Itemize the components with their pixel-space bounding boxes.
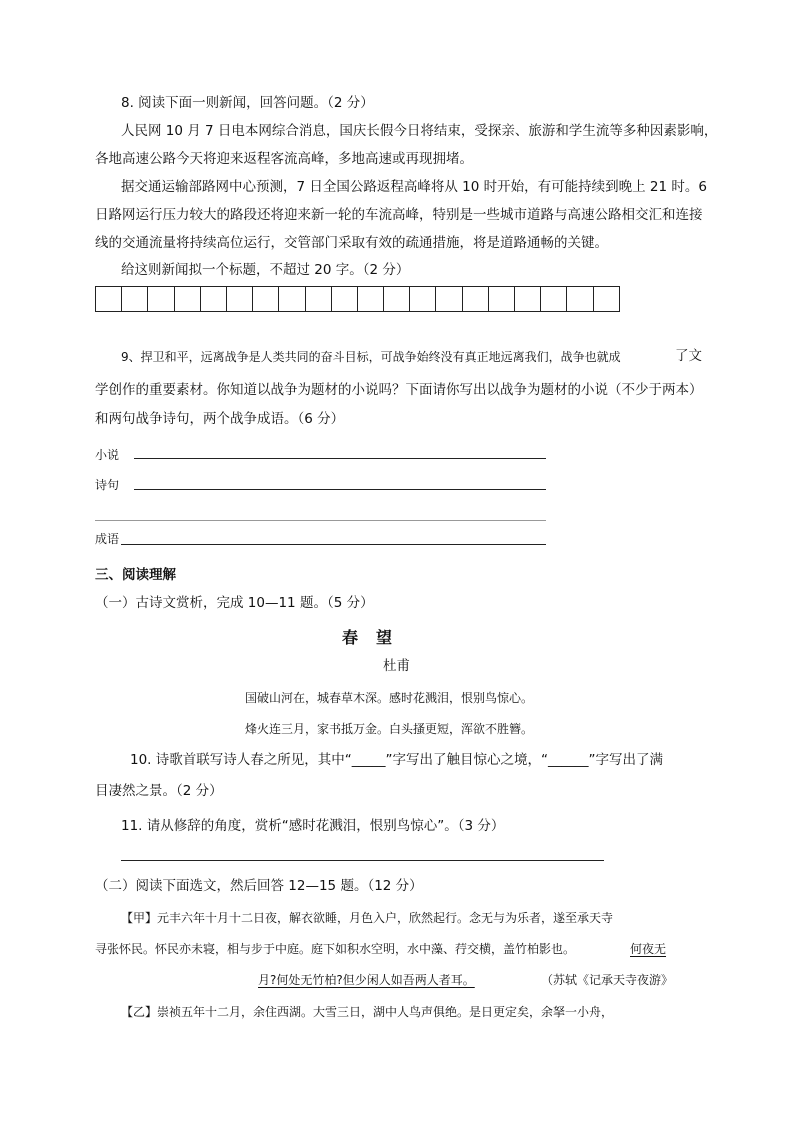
answer-box[interactable] [436,286,462,312]
answer-box[interactable] [384,286,410,312]
answer-box[interactable] [175,286,201,312]
q8-news-p1-line1: 人民网 10 月 7 日电本网综合消息，国庆长假今日将结束，受探亲、旅游和学生流等多种因素影响， [121,123,718,139]
q9-idiom-answer-line[interactable] [121,544,546,545]
q11-answer-line[interactable] [121,860,604,861]
jia-line3: 月?何处无竹柏?但少闲人如吾两人者耳。 [258,973,475,987]
q9-line3: 和两句战争诗句，两个战争成语。（6 分） [95,411,345,427]
q9-line1-tail: 了文 [675,348,702,364]
answer-box[interactable] [567,286,593,312]
answer-box[interactable] [594,286,620,312]
q8-news-p1-line2: 各地高速公路今天将迎来返程客流高峰，多地高速或再现拥堵。 [95,151,473,167]
jia-line2: 寻张怀民。怀民亦未寝，相与步于中庭。庭下如积水空明，水中藻、荇交横，盖竹柏影也。 [95,942,576,956]
poem-title: 春望 [342,628,411,647]
answer-box[interactable] [332,286,358,312]
q9-novel-answer-line[interactable] [134,458,546,459]
answer-box[interactable] [201,286,227,312]
jia-source: （苏轼《记承天寺夜游》 [541,973,674,987]
answer-box[interactable] [279,286,305,312]
q9-line1: 9、捍卫和平，远离战争是人类共同的奋斗目标，可战争始终没有真正地远离我们，战争也就成 [121,350,621,364]
q9-line2: 学创作的重要素材。你知道以战争为题材的小说吗？下面请你写出以战争为题材的小说（不少于两本） [95,382,703,398]
answer-box[interactable] [410,286,436,312]
answer-box[interactable] [253,286,279,312]
q11: 11. 请从修辞的角度，赏析“感时花溅泪，恨别鸟惊心”。（3 分） [121,818,505,834]
answer-box[interactable] [227,286,253,312]
q10-line1: 10. 诗歌首联写诗人春之所见，其中“_____”字写出了触目惊心之境，“______”字写出了满 [130,752,663,768]
q8-task: 给这则新闻拟一个标题，不超过 20 字。（2 分） [121,262,410,278]
poem-line2: 烽火连三月，家书抵万金。白头搔更短，浑欲不胜簪。 [245,722,534,736]
q9-extra-answer-line[interactable] [95,520,546,521]
jia-line1: 【甲】元丰六年十月十二日夜，解衣欲睡，月色入户，欣然起行。念无与为乐者，遂至承天寺 [121,911,614,925]
part1-heading: （一）古诗文赏析，完成 10—11 题。（5 分） [95,595,374,611]
answer-box[interactable] [148,286,174,312]
q9-label-novel: 小说 [95,448,120,462]
part2-heading: （二）阅读下面选文，然后回答 12—15 题。（12 分） [95,878,423,894]
answer-box[interactable] [541,286,567,312]
answer-box[interactable] [489,286,515,312]
answer-box[interactable] [463,286,489,312]
answer-box[interactable] [122,286,148,312]
poem-author: 杜甫 [383,658,410,674]
jia-line2-tail: 何夜无 [630,942,667,956]
poem-line1: 国破山河在，城春草木深。感时花溅泪，恨别鸟惊心。 [245,691,534,705]
q8-answer-grid[interactable] [95,286,620,312]
q8-news-p2-line1: 据交通运输部路网中心预测，7 日全国公路返程高峰将从 10 时开始，有可能持续到晚上 21 时。6 [121,179,707,195]
answer-box[interactable] [306,286,332,312]
q8-heading: 8. 阅读下面一则新闻，回答问题。（2 分） [121,95,374,111]
answer-box[interactable] [96,286,122,312]
section3-heading: 三、阅读理解 [95,567,176,583]
q9-label-poem: 诗句 [95,478,120,492]
q9-poem-answer-line[interactable] [134,489,546,490]
q8-news-p2-line2: 日路网运行压力较大的路段还将迎来新一轮的车流高峰，特别是一些城市道路与高速公路相交汇和连接 [95,207,703,223]
q9-label-idiom: 成语 [95,532,120,546]
yi-line1: 【乙】崇祯五年十二月，余住西湖。大雪三日，湖中人鸟声俱绝。是日更定矣，余拏一小舟， [121,1005,614,1019]
answer-box[interactable] [515,286,541,312]
q8-news-p2-line3: 线的交通流量将持续高位运行，交管部门采取有效的疏通措施，将是道路通畅的关键。 [95,235,608,251]
answer-box[interactable] [358,286,384,312]
q10-line2: 目凄然之景。（2 分） [95,783,223,799]
